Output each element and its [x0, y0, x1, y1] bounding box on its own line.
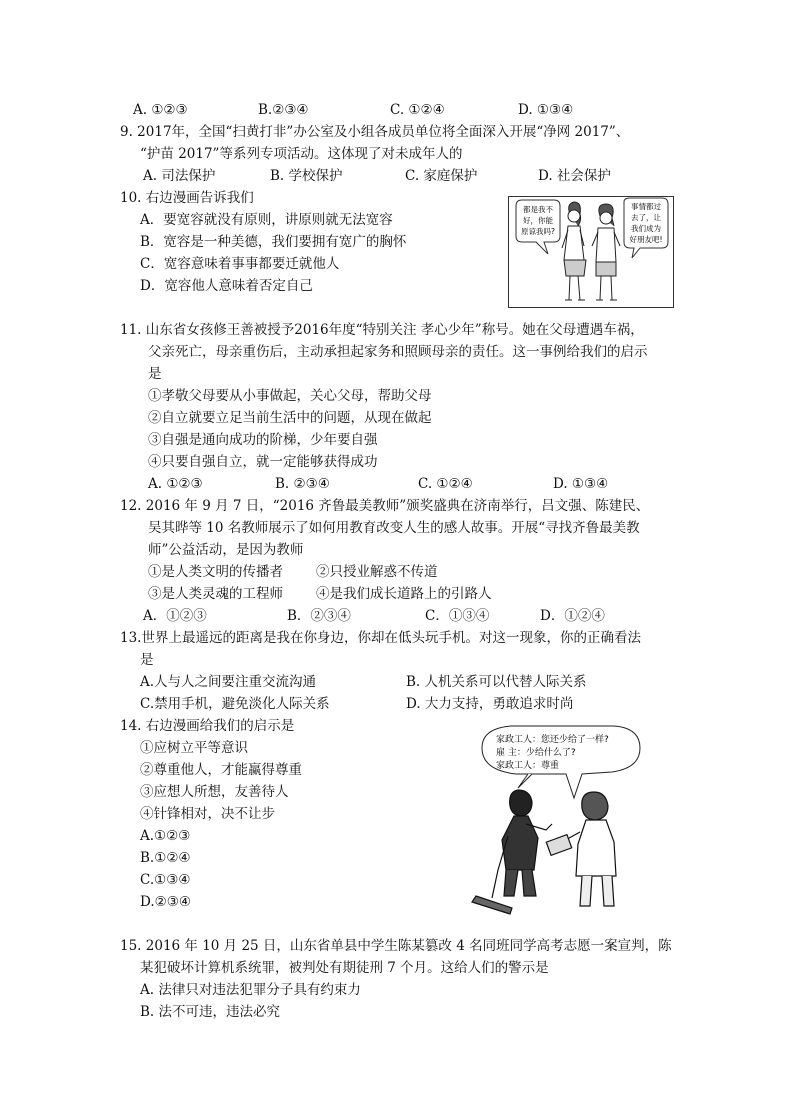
q12-option-a: A．①②③ — [143, 608, 207, 624]
q12-stem-line1: 12. 2016 年 9 月 7 日，“2016 齐鲁最美教师”颁奖盛典在济南举行，吕文强、陈建民、 — [120, 498, 650, 514]
q8-option-a: A. ①②③ — [133, 102, 188, 118]
q14-item-2: ②尊重他人，才能赢得尊重 — [140, 762, 302, 778]
q11-stem-line3: 是 — [148, 366, 162, 382]
q14-option-b: B.①②④ — [140, 850, 191, 866]
left-bubble-line2: 好，你能 — [523, 216, 553, 225]
q11-option-a: A. ①②③ — [148, 476, 203, 492]
q13-stem-line2: 是 — [140, 652, 154, 668]
q14-item-1: ①应树立平等意识 — [140, 740, 248, 756]
q12-option-c: C．①③④ — [425, 608, 490, 624]
q13-option-c: C.禁用手机，避免淡化人际关系 — [140, 696, 330, 712]
q9-option-c: C. 家庭保护 — [405, 168, 478, 184]
q10-option-b: B．宽容是一种美德，我们要拥有宽广的胸怀 — [140, 234, 407, 250]
q11-item-2: ②自立就要立足当前生活中的问题，从现在做起 — [148, 410, 432, 426]
q9-option-b: B. 学校保护 — [270, 168, 343, 184]
q13-option-b: B. 人机关系可以代替人际关系 — [406, 674, 587, 690]
left-bubble-line3: 原谅我吗? — [521, 227, 555, 236]
q11-stem-line1: 11. 山东省女孩修王善被授予2016年度“特别关注 孝心少年”称号。她在父母遭遇车祸， — [120, 322, 644, 338]
q9-stem-line2: “护苗 2017”等系列专项活动。这体现了对未成年人的 — [140, 146, 463, 162]
q12-stem-line2: 吴其晔等 10 名教师展示了如何用教育改变人生的感人故事。开展“寻找齐鲁最美教 — [148, 520, 640, 536]
q10-stem: 10. 右边漫画告诉我们 — [120, 190, 254, 206]
q11-stem-line2: 父亲死亡，母亲重伤后，主动承担起家务和照顾母亲的责任。这一事例给我们的启示 — [148, 344, 648, 360]
q12-option-d: D．①②④ — [540, 608, 605, 624]
right-bubble-line3: 我们成为 — [631, 224, 661, 233]
left-bubble-line1: 都是我不 — [523, 205, 553, 214]
right-bubble-line4: 好朋友吧! — [629, 235, 663, 244]
q11-option-c: C. ①②④ — [418, 476, 473, 492]
q12-stem-line3: 师”公益活动，是因为教师 — [148, 542, 304, 558]
bubble-line2: 雇 主：少给什么了? — [496, 748, 576, 758]
q12-item-2: ②只授业解惑不传道 — [316, 564, 438, 580]
q9-option-d: D. 社会保护 — [538, 168, 611, 184]
q9-stem-line1: 9. 2017年，全国“扫黄打非”办公室及小组各成员单位将全面深入开展“净网 2017”、 — [120, 124, 630, 140]
q14-stem: 14. 右边漫画给我们的启示是 — [120, 718, 295, 734]
q11-item-4: ④只要自强自立，就一定能够获得成功 — [148, 454, 378, 470]
q15-option-a: A. 法律只对违法犯罪分子具有约束力 — [140, 982, 361, 998]
q11-item-1: ①孝敬父母要从小事做起，关心父母，帮助父母 — [148, 388, 432, 404]
q11-item-3: ③自强是通向成功的阶梯，少年要自强 — [148, 432, 378, 448]
q13-option-a: A.人与人之间要注重交流沟通 — [140, 674, 317, 690]
employer-figure — [546, 792, 616, 906]
q14-item-4: ④针锋相对，决不让步 — [140, 806, 275, 822]
q13-option-d: D. 大力支持，勇敢追求时尚 — [406, 696, 574, 712]
q12-option-b: B．②③④ — [287, 608, 351, 624]
q14-cartoon-image — [462, 720, 662, 922]
domestic-worker-figure — [472, 790, 552, 914]
q15-option-b: B. 法不可违，违法必究 — [140, 1004, 281, 1020]
q10-cartoon-image — [508, 196, 674, 308]
q15-stem-line2: 某犯破坏计算机系统罪，被判处有期徒刑 7 个月。这给人们的警示是 — [140, 960, 549, 976]
q14-option-c: C.①③④ — [140, 872, 191, 888]
q12-item-1: ①是人类文明的传播者 — [148, 564, 283, 580]
q14-option-d: D.②③④ — [140, 894, 191, 910]
q10-option-a: A．要宽容就没有原则，讲原则就无法宽容 — [140, 212, 393, 228]
q10-option-d: D．宽容他人意味着否定自己 — [140, 278, 313, 294]
q11-option-d: D. ①③④ — [553, 476, 609, 492]
bubble-line3: 家政工人：尊重 — [496, 761, 560, 771]
q12-item-4: ④是我们成长道路上的引路人 — [316, 586, 492, 602]
q10-option-c: C．宽容意味着事事都要迁就他人 — [140, 256, 340, 272]
q11-option-b: B. ②③④ — [275, 476, 330, 492]
right-bubble-line1: 事情都过 — [631, 202, 661, 211]
speech-bubble-tail — [518, 774, 532, 788]
q8-option-b: B.②③④ — [258, 102, 309, 118]
q14-item-3: ③应想人所想，友善待人 — [140, 784, 289, 800]
q12-item-3: ③是人类灵魂的工程师 — [148, 586, 283, 602]
q13-stem-line1: 13.世界上最遥远的距离是我在你身边，你却在低头玩手机。对这一现象，你的正确看法 — [120, 630, 641, 646]
q8-option-c: C. ①②④ — [390, 102, 445, 118]
right-bubble-line2: 去了，让 — [631, 213, 661, 222]
q15-stem-line1: 15. 2016 年 10 月 25 日，山东省单县中学生陈某篡改 4 名同班同学高考志愿一案宣判，陈 — [120, 938, 672, 954]
q14-option-a: A.①②③ — [140, 828, 191, 844]
q9-option-a: A. 司法保护 — [143, 168, 216, 184]
q8-option-d: D. ①③④ — [518, 102, 574, 118]
bubble-line1: 家政工人：您还少给了一样? — [496, 735, 609, 745]
